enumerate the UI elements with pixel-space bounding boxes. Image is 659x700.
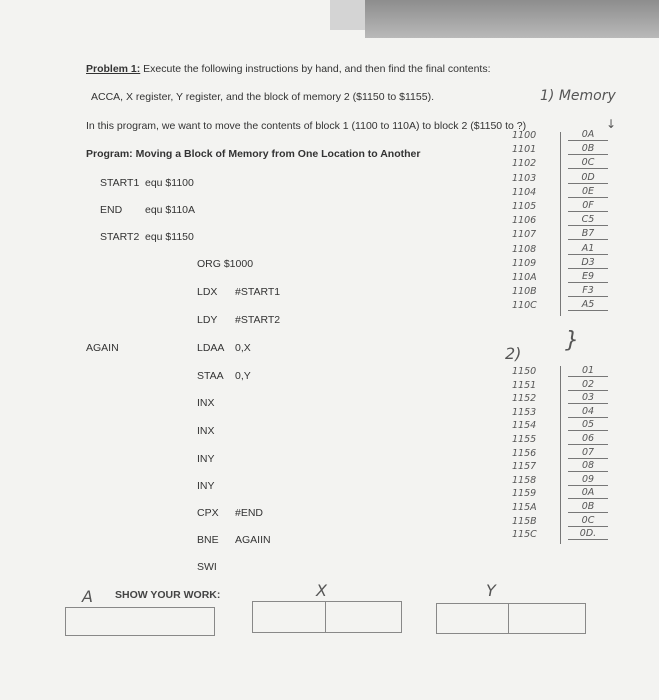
memory-address: 1105	[512, 201, 537, 212]
code-op: STAA	[197, 370, 224, 382]
scan-shadow-dark	[365, 0, 659, 38]
memory-address: 110C	[512, 300, 537, 312]
code-op: INX	[197, 425, 215, 437]
scan-shadow	[330, 0, 370, 30]
memory-address: 1104	[512, 186, 537, 198]
code-op: LDX	[197, 286, 218, 298]
down-arrow-icon: ↓	[606, 117, 617, 131]
code-arg: #START2	[235, 314, 281, 326]
memory-value: A5	[568, 300, 608, 311]
memory-address: 1156	[512, 447, 537, 459]
answer-box-y-divider	[508, 604, 509, 633]
code-arg: #START1	[235, 286, 281, 298]
memory-address: 115A	[512, 502, 537, 513]
code-op: CPX	[197, 507, 219, 519]
code-arg: #END	[235, 507, 264, 519]
memory-address: 1157	[512, 461, 537, 473]
show-work-label: SHOW YOUR WORK:	[115, 589, 221, 601]
memory-address: 1151	[512, 379, 537, 391]
memory-value: E9	[568, 272, 608, 283]
memory-address: 1100	[512, 130, 537, 141]
code-op: SWI	[197, 561, 217, 573]
equate-start2-name: START2	[100, 231, 140, 243]
memory-value: 0F	[568, 201, 608, 212]
memory-address: 110B	[512, 286, 537, 298]
code-op: BNE	[197, 534, 219, 546]
memory-address: 1103	[512, 172, 537, 184]
memory-address: 115B	[512, 515, 537, 527]
equate-end-value: equ $110A	[145, 204, 196, 216]
memory-value: 06	[568, 434, 608, 445]
memory-value: A1	[568, 244, 608, 255]
memory-value: 0B	[568, 502, 608, 513]
memory-address: 1101	[512, 144, 537, 156]
memory-value: 0B	[568, 144, 608, 155]
memory-value: 0C	[568, 158, 608, 169]
memory-address: 110A	[512, 272, 537, 283]
memory-address: 1152	[512, 393, 537, 405]
code-op: INY	[197, 480, 215, 492]
memory-value: 07	[568, 448, 608, 459]
code-op: ORG $1000	[197, 258, 254, 270]
problem-line1	[86, 63, 491, 75]
memory-value: 0D.	[568, 529, 608, 540]
answer-box-a	[65, 607, 215, 636]
memory-address: 1107	[512, 229, 537, 241]
answer-a-label: A	[82, 587, 93, 606]
problem-label: Problem 1:	[86, 63, 141, 75]
problem-line2: ACCA, X register, Y register, and the block of memory 2 ($1150 to $1155).	[91, 91, 434, 103]
code-arg: 0,Y	[235, 370, 251, 382]
answer-box-y	[436, 603, 586, 634]
memory-address: 1153	[512, 406, 537, 418]
code-op: INY	[197, 453, 215, 465]
memory-value: 0A	[568, 488, 608, 499]
memory-address: 1150	[512, 366, 537, 377]
memory-value: 09	[568, 475, 608, 486]
memory-value: 04	[568, 407, 608, 418]
memory-address: 115C	[512, 529, 537, 541]
memory-value: F3	[568, 286, 608, 297]
memory-value: 0D	[568, 173, 608, 184]
memory-value: 08	[568, 461, 608, 472]
memory-value: B7	[568, 229, 608, 240]
brace-icon: }	[565, 328, 579, 353]
memory-address: 1109	[512, 257, 537, 269]
equate-start1-value: equ $1100	[145, 177, 194, 189]
memory-value: 01	[568, 366, 608, 377]
code-label: AGAIN	[86, 342, 119, 354]
program-title: Program: Moving a Block of Memory from One Location to Another	[86, 148, 421, 160]
memory-address: 1159	[512, 488, 537, 500]
code-op: LDAA	[197, 342, 225, 354]
memory-address: 1155	[512, 434, 537, 445]
memory-address: 1154	[512, 420, 537, 432]
memory-value: D3	[568, 258, 608, 269]
equate-start1-name: START1	[100, 177, 140, 189]
memory-value: C5	[568, 215, 608, 226]
equate-start2-value: equ $1150	[145, 231, 194, 243]
code-op: LDY	[197, 314, 218, 326]
block2-label: 2)	[505, 344, 522, 363]
problem-line3: In this program, we want to move the contents of block 1 (1100 to 110A) to block 2 ($1150 to ?)	[86, 120, 527, 132]
answer-y-label: Y	[486, 581, 496, 600]
memory-value: 02	[568, 380, 608, 391]
code-arg: 0,X	[235, 342, 251, 354]
answer-x-label: X	[316, 581, 327, 600]
answer-box-x	[252, 601, 402, 633]
memory-heading: 1) Memory	[540, 88, 616, 104]
code-arg: AGAIIN	[235, 534, 271, 546]
memory-value: 03	[568, 393, 608, 404]
problem-instruction: Execute the following instructions by hand, and then find the final contents:	[140, 63, 491, 75]
memory-address: 1106	[512, 215, 537, 227]
memory-value: 05	[568, 420, 608, 431]
answer-box-x-divider	[325, 602, 326, 632]
memory-value: 0C	[568, 516, 608, 527]
memory-value: 0E	[568, 187, 608, 198]
equate-end-name: END	[100, 204, 123, 216]
memory-address: 1102	[512, 158, 537, 170]
memory-address: 1158	[512, 474, 537, 486]
code-op: INX	[197, 397, 215, 409]
memory-value: 0A	[568, 130, 608, 141]
memory-address: 1108	[512, 243, 537, 255]
